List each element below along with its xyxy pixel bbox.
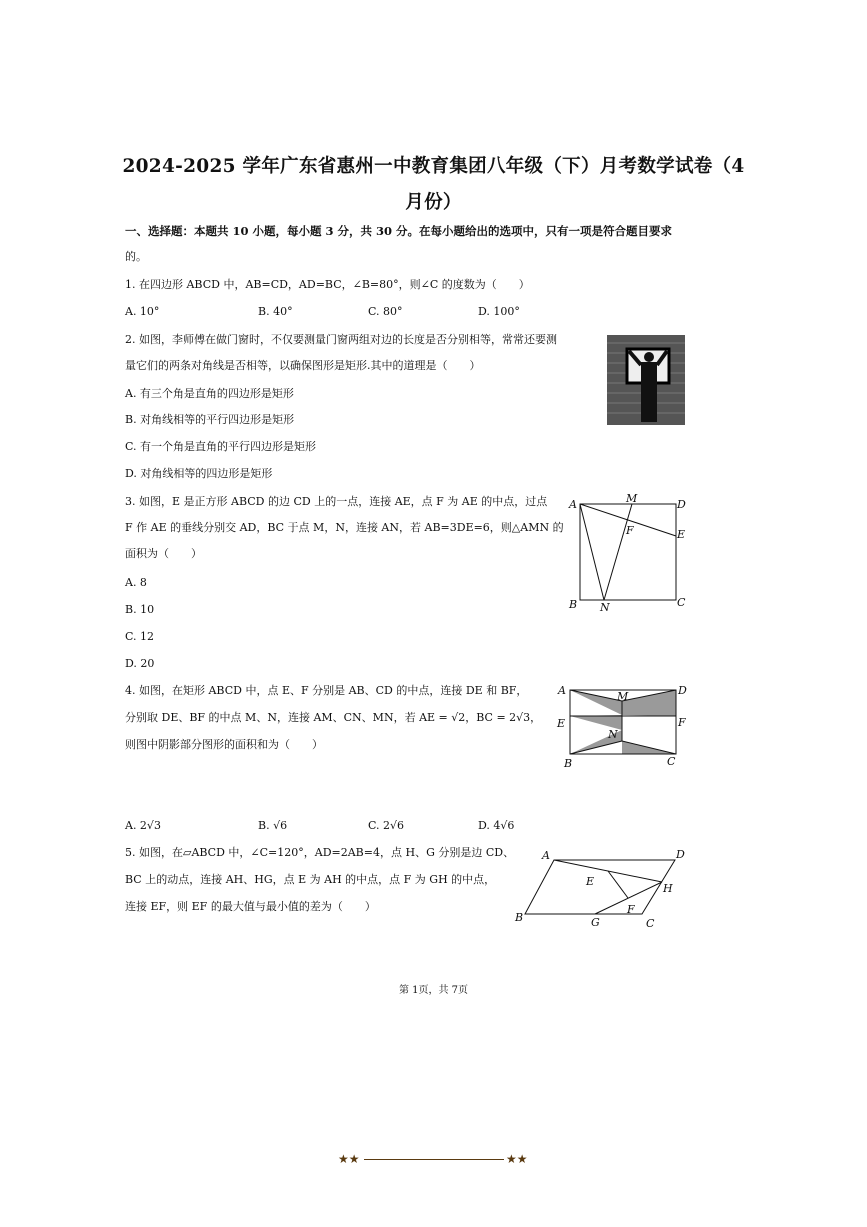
q5-label-b: B [515, 911, 524, 924]
q2-stem-line2: 量它们的两条对角线是否相等，以确保图形是矩形.其中的道理是（ ） [125, 359, 481, 372]
q5-label-c: C [646, 917, 655, 930]
q5-label-e: E [586, 875, 595, 888]
q2-option-c: C. 有一个角是直角的平行四边形是矩形 [125, 440, 317, 453]
q4-stem-line3: 则图中阴影部分图形的面积和为（ ） [125, 738, 323, 751]
section-header-line2: 的。 [125, 250, 147, 263]
q1-option-d: D. 100° [478, 305, 520, 318]
q1-option-c: C. 80° [368, 305, 403, 318]
q4-label-b: B [564, 757, 573, 770]
q4-stem-line2: 分别取 DE、BF 的中点 M、N，连接 AM、CN、MN，若 AE = √2，BC = 2√3， [125, 711, 542, 724]
section-header-line1: 一、选择题：本题共 10 小题，每小题 3 分，共 30 分。在每小题给出的选项中，只有一项是符合题目要求 [125, 224, 673, 238]
decorative-divider [338, 1152, 530, 1166]
q2-window-photo [607, 335, 685, 425]
q5-stem-line1: 5. 如图，在▱ABCD 中，∠C=120°，AD=2AB=4，点 H、G 分别是边 CD、 [125, 846, 515, 859]
q3-label-n: N [600, 601, 610, 614]
q4-rectangle-figure [552, 680, 692, 772]
q3-label-b: B [569, 598, 578, 611]
q3-option-c: C. 12 [125, 630, 155, 643]
q4-stem-line1: 4. 如图，在矩形 ABCD 中，点 E、F 分别是 AB、CD 的中点，连接 DE 和 BF， [125, 684, 528, 697]
star-icon-left: ★★ [338, 1152, 360, 1166]
q5-stem-line3: 连接 EF，则 EF 的最大值与最小值的差为（ ） [125, 900, 376, 913]
q4-label-f: F [678, 716, 686, 729]
q4-label-c: C [667, 755, 676, 768]
q3-stem-line3: 面积为（ ） [125, 547, 202, 560]
q4-label-n: N [608, 728, 618, 741]
star-icon-right: ★★ [506, 1152, 528, 1166]
q2-option-a: A. 有三个角是直角的四边形是矩形 [125, 387, 294, 400]
q4-label-e: E [557, 717, 566, 730]
q2-option-b: B. 对角线相等的平行四边形是矩形 [125, 413, 295, 426]
q4-label-m: M [617, 690, 629, 703]
q3-option-b: B. 10 [125, 603, 155, 616]
q4-label-a: A [558, 684, 566, 697]
page-title-line1: 2024-2025 学年广东省惠州一中教育集团八年级（下）月考数学试卷（4 [122, 156, 745, 177]
page-footer: 第 1页，共 7页 [398, 985, 469, 996]
q1-option-a: A. 10° [125, 305, 160, 318]
q3-option-d: D. 20 [125, 657, 155, 670]
q3-stem-line1: 3. 如图，E 是正方形 ABCD 的边 CD 上的一点，连接 AE，点 F 为 AE 的中点，过点 [125, 495, 548, 508]
q4-label-d: D [678, 684, 687, 697]
q4-option-d: D. 4√6 [478, 819, 515, 832]
q1-option-b: B. 40° [258, 305, 293, 318]
q2-option-d: D. 对角线相等的四边形是矩形 [125, 467, 273, 480]
q5-label-g: G [591, 916, 600, 929]
q5-label-a: A [542, 849, 550, 862]
q5-stem-line2: BC 上的动点，连接 AH、HG，点 E 为 AH 的中点，点 F 为 GH 的中点， [125, 873, 496, 886]
q5-label-d: D [676, 848, 685, 861]
q2-stem-line1: 2. 如图，李师傅在做门窗时，不仅要测量门窗两组对边的长度是否分别相等，常常还要测 [125, 333, 557, 346]
q3-label-d: D [677, 498, 686, 511]
q3-label-e: E [677, 528, 686, 541]
q3-label-c: C [677, 596, 686, 609]
q3-square-figure [565, 490, 695, 615]
q5-label-h: H [663, 882, 673, 895]
q4-option-c: C. 2√6 [368, 819, 405, 832]
q3-label-m: M [626, 492, 638, 505]
q3-label-f: F [626, 524, 634, 537]
q4-option-a: A. 2√3 [125, 819, 161, 832]
q5-parallelogram-figure [510, 842, 695, 932]
q3-label-a: A [569, 498, 577, 511]
q3-stem-line2: F 作 AE 的垂线分别交 AD，BC 于点 M，N，连接 AN，若 AB=3DE=6，则△AMN 的 [125, 521, 564, 534]
q5-label-f: F [627, 903, 635, 916]
q3-option-a: A. 8 [125, 576, 147, 589]
q1-stem: 1. 在四边形 ABCD 中，AB=CD，AD=BC，∠B=80°，则∠C 的度数为（ ） [125, 278, 530, 291]
q4-option-b: B. √6 [258, 819, 288, 832]
divider-line [364, 1159, 504, 1160]
page-title-line2: 月份） [405, 192, 462, 213]
